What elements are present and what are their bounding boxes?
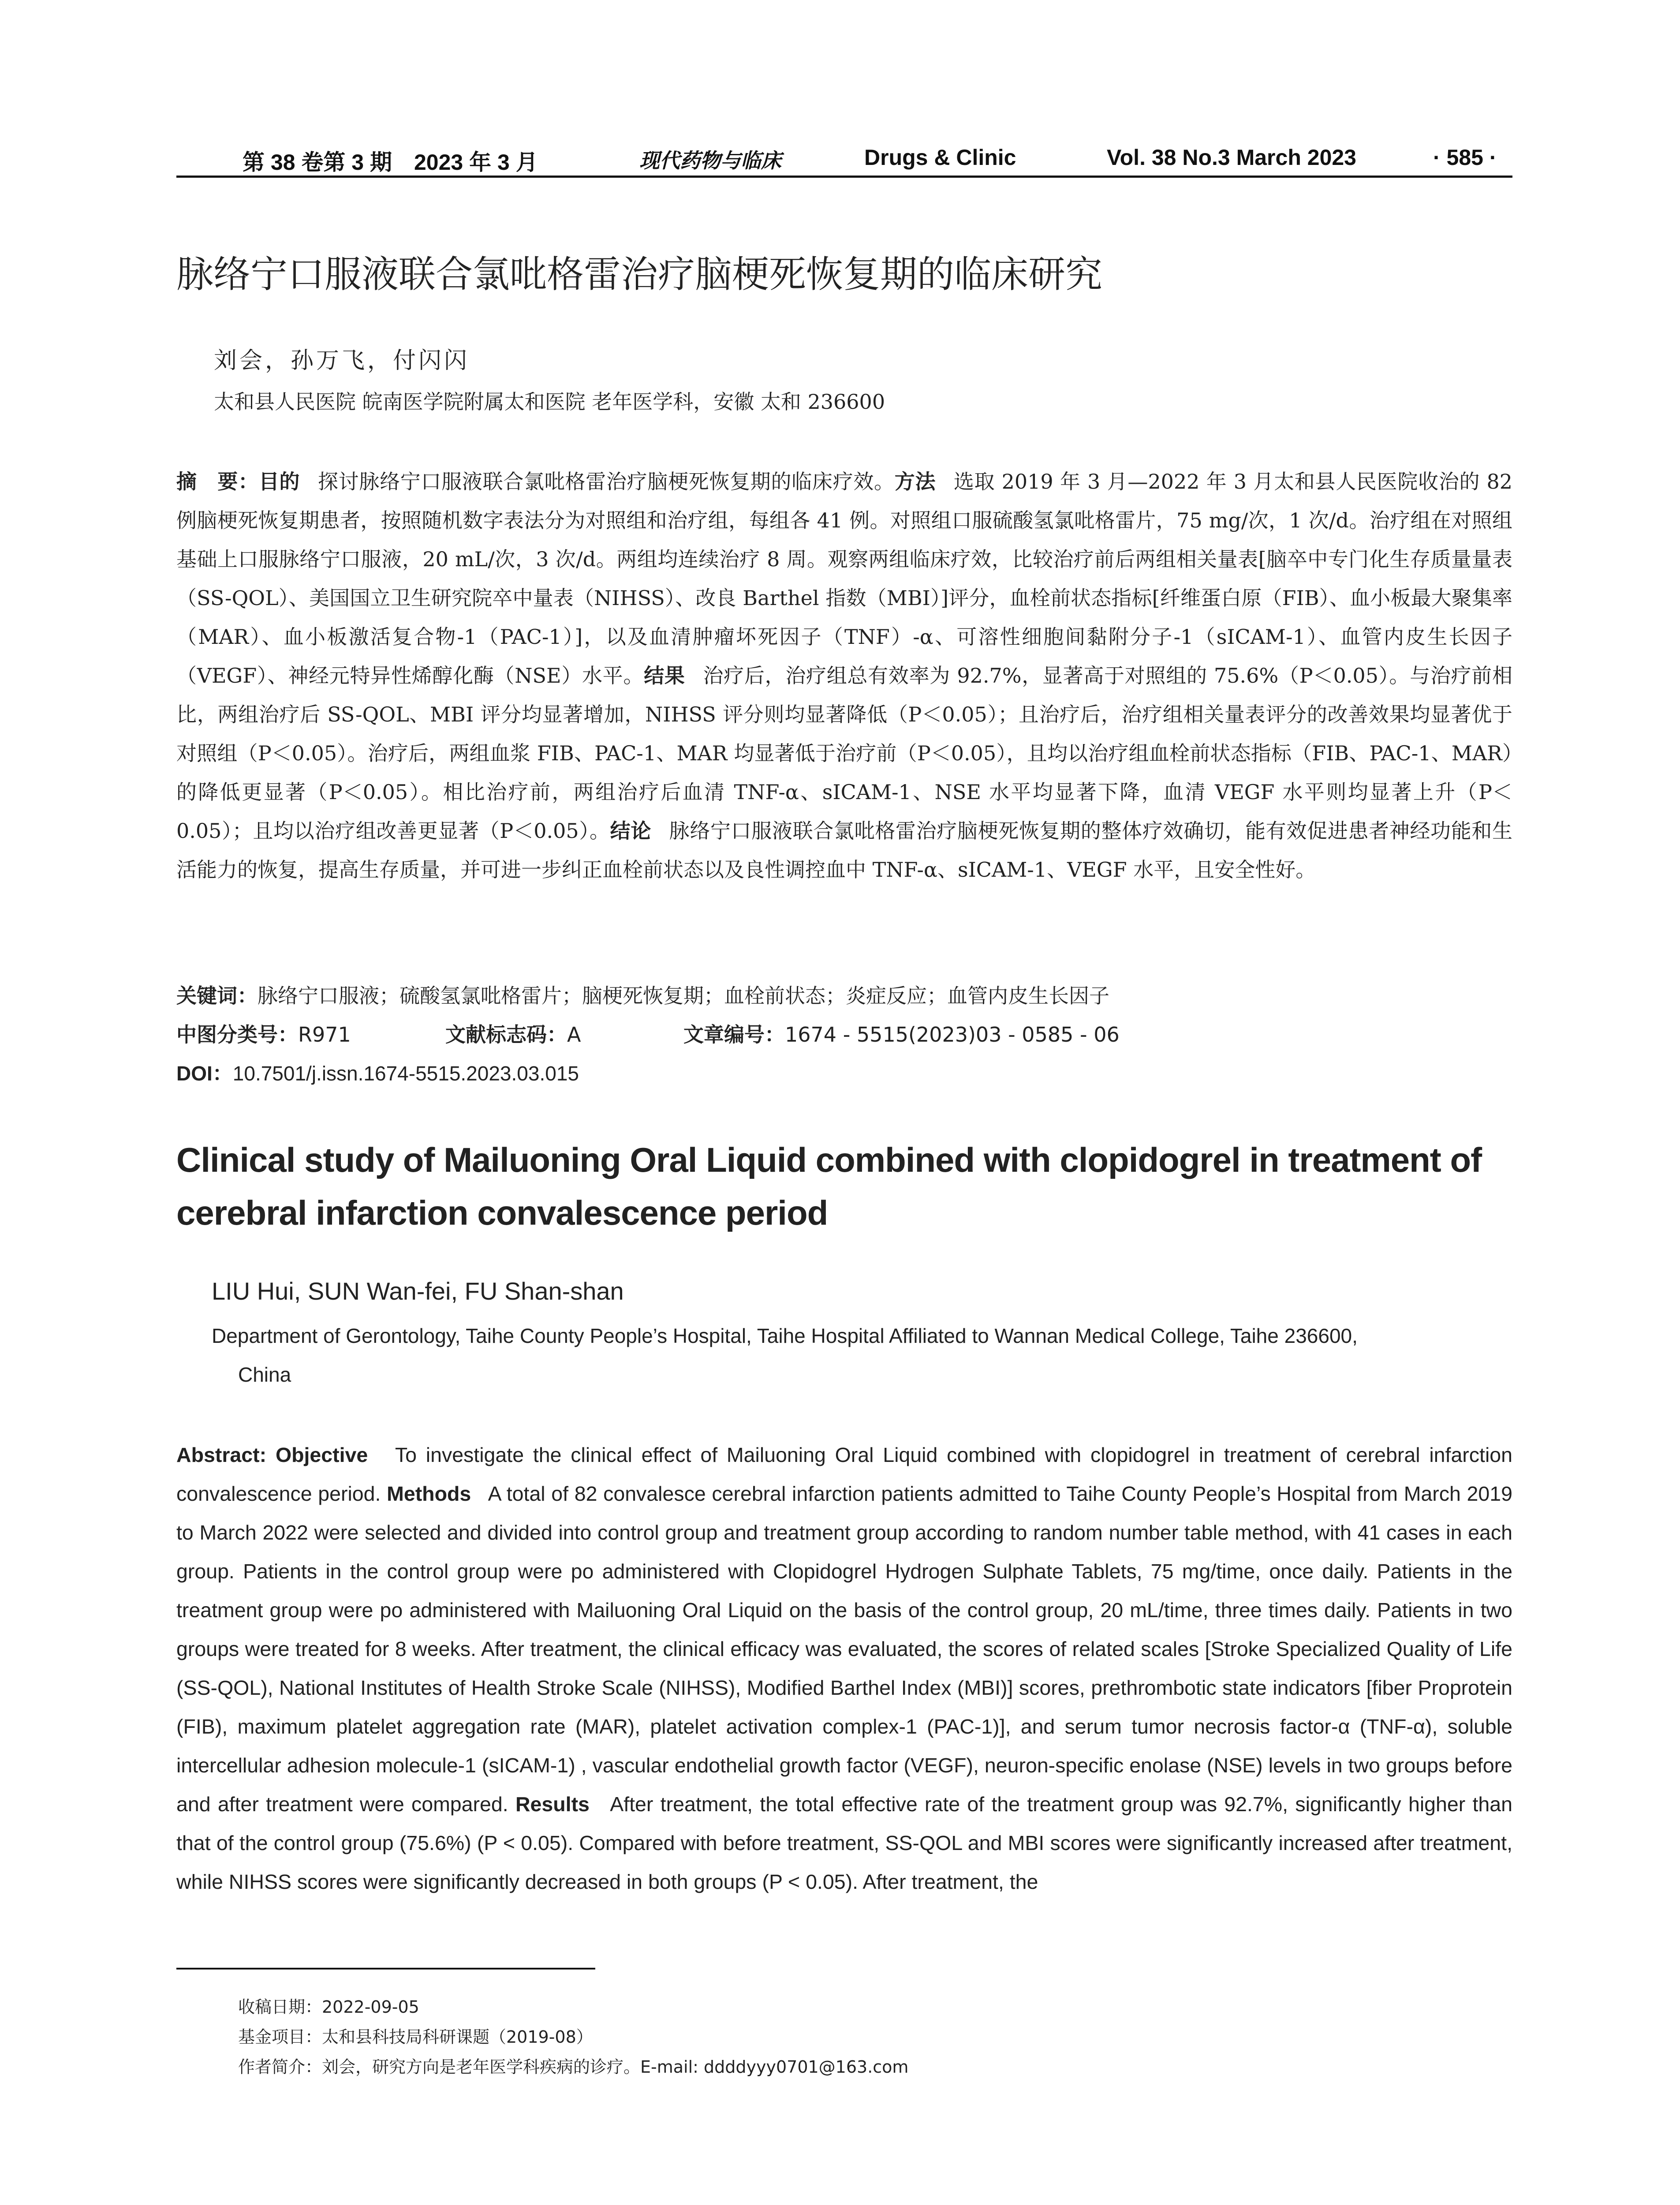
objective-en-label: Objective [275,1443,368,1466]
affiliation-english [212,1316,1512,1394]
clc-value: R971 [298,1023,351,1046]
conclusion-cn-label: 结论 [610,819,651,842]
abstract-english [176,1435,1512,1901]
header-issue-en: Vol. 38 No.3 March 2023 [1107,145,1356,170]
methods-cn-label: 方法 [894,470,936,493]
footnote-author: 作者简介：刘会，研究方向是老年医学科疾病的诊疗。E-mail: ddddyyy0701@163.com [238,2057,909,2077]
classification-line [176,1019,1120,1048]
objective-en-text: To investigate the clinical effect of Mailuoning Oral Liquid combined with clopidogrel in treatment of cerebral infarction convalescence period. [176,1443,1513,1505]
doc-code-value: A [567,1023,581,1046]
affiliation-chinese: 太和县人民医院 皖南医学院附属太和医院 老年医学科，安徽 太和 236600 [214,390,885,414]
methods-cn-text: 选取 2019 年 3 月—2022 年 3 月太和县人民医院收治的 82 例脑梗死恢复期患者，按照随机数字表法分为对照组和治疗组，每组各 41 例。对照组口服硫酸氢氯吡格雷片，75 mg/次，1 次/d。治疗组在对照组基础上口服脉络宁口服液，20 mL/次，3 次/d。两组均连续治疗 8 周。观察两组临床疗效，比较治疗前后两组相关量表[脑卒中专门化生存质量量表（SS-QOL）、美国国立卫生研究院卒中量表（NIHSS）、改良 Barthel 指数（MBI）]评分，血栓前状态指标[纤维蛋白原（FIB）、血小板最大聚集率（MAR）、血小板激活复合物-1（PAC-1）]，以及血清肿瘤坏死因子（TNF）-α、可溶性细胞间黏附分子-1（sICAM-1）、血管内皮生长因子（VEGF）、神经元特异性烯醇化酶（NSE）水平。 [176,470,1513,688]
results-cn-text: 治疗后，治疗组总有效率为 92.7%，显著高于对照组的 75.6%（P＜0.05）。与治疗前相比，两组治疗后 SS-QOL、MBI 评分均显著增加，NIHSS 评分则均显著降低（P＜0.05）；且治疗后，治疗组相关量表评分的改善效果均显著优于对照组（P＜0.05）。治疗后，两组血浆 FIB、PAC-1、MAR 均显著低于治疗前（P＜0.05），且均以治疗组血栓前状态指标（FIB、PAC-1、MAR）的降低更显著（P＜0.05）。相比治疗前，两组治疗后血清 TNF-α、sICAM-1、NSE 水平均显著下降，血清 VEGF 水平则均显著上升（P＜0.05）；且均以治疗组改善更显著（P＜0.05）。 [176,664,1513,843]
doi-value[interactable]: 10.7501/j.issn.1674-5515.2023.03.015 [232,1062,579,1085]
results-cn-label: 结果 [644,664,685,687]
authors-english: LIU Hui, SUN Wan-fei, FU Shan-shan [212,1277,624,1305]
keywords-label: 关键词： [176,984,258,1008]
title-english: Clinical study of Mailuoning Oral Liquid combined with clopidogrel in treatment of cerebral infarction convalescence period [176,1140,1482,1232]
conclusion-cn-text: 脉络宁口服液联合氯吡格雷治疗脑梗死恢复期的整体疗效确切，能有效促进患者神经功能和生活能力的恢复，提高生存质量，并可进一步纠正血栓前状态以及良性调控血中 TNF-α、sICAM-1、VEGF 水平，且安全性好。 [176,819,1513,882]
abstract-chinese [176,462,1512,889]
doi-label: DOI： [176,1062,233,1085]
footnote-received: 收稿日期：2022-09-05 [238,1997,419,2017]
methods-en-label: Methods [387,1482,471,1505]
header-rule [176,176,1512,178]
keywords-text: 脉络宁口服液；硫酸氢氯吡格雷片；脑梗死恢复期；血栓前状态；炎症反应；血管内皮生长因子 [258,984,1109,1008]
methods-en-text: A total of 82 convalesce cerebral infarction patients admitted to Taihe County People’s Hospital from March 2019 to March 2022 were selected and divided into control group and treatment group according to random number table method, with 41 cases in each group. Patients in the control group were po administered with Clopidogrel Hydrogen Sulphate Tablets, 75 mg/time, once daily. Patients in the treatment group were po administered with Mailuoning Oral Liquid on the basis of the control group, 20 mL/time, three times daily. Patients in two groups were treated for 8 weeks. After treatment, the clinical efficacy was evaluated, the scores of related scales [Stroke Specialized Quality of Life (SS-QOL), National Institutes of Health Stroke Scale (NIHSS), Modified Barthel Index (MBI)] scores, prethrombotic state indicators [fiber Proprotein (FIB), maximum platelet aggregation rate (MAR), platelet activation complex-1 (PAC-1)], and serum tumor necrosis factor-α (TNF-α), soluble intercellular adhesion molecule-1 (sICAM-1) , vascular endothelial growth factor (VEGF), neuron-specific enolase (NSE) levels in two groups before and after treatment were compared. [176,1482,1512,1816]
doc-code-label: 文献标志码： [445,1023,567,1046]
affiliation-en-line1: Department of Gerontology, Taihe County People’s Hospital, Taihe Hospital Affiliated to Wannan Medical College, Taihe 236600, [212,1324,1358,1347]
objective-cn-text: 探讨脉络宁口服液联合氯吡格雷治疗脑梗死恢复期的临床疗效。 [317,470,895,493]
abstract-cn-label: 摘 要： [176,470,259,493]
header-journal-cn: 现代药物与临床 [639,149,781,172]
article-no-label: 文章编号： [683,1023,785,1046]
header-journal-en: Drugs & Clinic [864,145,1016,170]
objective-cn-label: 目的 [258,470,300,493]
results-en-label: Results [515,1793,590,1816]
clc-label: 中图分类号： [176,1023,298,1046]
affiliation-en-line2: China [238,1363,291,1386]
results-en-text: After treatment, the total effective rate of the treatment group was 92.7%, significantly higher than that of the control group (75.6%) (P < 0.05). Compared with before treatment, SS-QOL and MBI scores were significantly increased after treatment, while NIHSS scores were significantly decreased in both groups (P < 0.05). After treatment, the [176,1793,1512,1893]
doi-line [176,1058,579,1087]
header-issue-cn: 第 38 卷第 3 期 2023 年 3 月 [243,150,538,175]
header-page-number: · 585 · [1433,145,1497,170]
abstract-en-label: Abstract: [176,1443,267,1466]
article-no-value: 1674 - 5515(2023)03 - 0585 - 06 [785,1023,1120,1046]
authors-chinese: 刘会，孙万飞，付闪闪 [214,348,470,374]
title-chinese: 脉络宁口服液联合氯吡格雷治疗脑梗死恢复期的临床研究 [176,253,1103,296]
footnote-fund: 基金项目：太和县科技局科研课题（2019-08） [238,2027,593,2047]
keywords-line [176,980,1109,1009]
running-header [176,132,1512,175]
footnote-rule [176,1968,595,1970]
